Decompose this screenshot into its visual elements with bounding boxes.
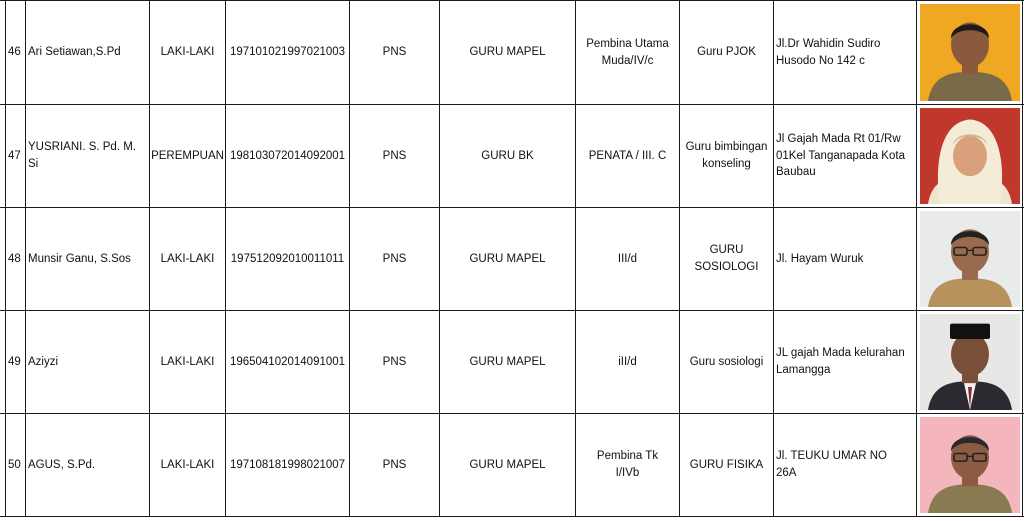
position: GURU MAPEL	[469, 458, 546, 471]
row-divider	[0, 516, 1024, 517]
teacher-photo	[920, 211, 1020, 307]
teacher-name: Munsir Ganu, S.Sos	[28, 252, 131, 265]
subject: Guru bimbingan konseling	[685, 141, 768, 170]
nip: 196504102014091001	[229, 355, 346, 368]
portrait-image	[920, 4, 1020, 101]
address: JL gajah Mada kelurahan Lamangga	[776, 347, 905, 376]
teacher-photo	[920, 314, 1020, 410]
teacher-photo	[920, 108, 1020, 204]
gender: LAKI-LAKI	[160, 252, 215, 265]
rank-grade: iII/d	[618, 355, 637, 368]
rank-grade: Pembina Utama Muda/IV/c	[586, 37, 669, 67]
teacher-photo	[920, 417, 1020, 513]
rank-grade: Pembina Tk I/IVb	[596, 450, 659, 479]
position: GURU MAPEL	[469, 355, 546, 368]
row-number: 49	[8, 355, 21, 368]
nip: 197512092010011011	[230, 252, 345, 265]
address: Jl.Dr Wahidin Sudiro Husodo No 142 c	[776, 37, 881, 67]
employment-status: PNS	[382, 149, 407, 162]
employment-status: PNS	[382, 355, 407, 368]
row-number: 48	[8, 252, 21, 265]
portrait-face	[953, 136, 987, 176]
teacher-name: Ari Setiawan,S.Pd	[28, 46, 121, 59]
subject: Guru sosiologi	[689, 355, 764, 368]
gender: LAKI-LAKI	[160, 355, 215, 368]
row-number: 50	[8, 458, 21, 471]
nip: 198103072014092001	[229, 149, 346, 162]
nip: 197101021997021003	[229, 46, 346, 59]
table-row	[0, 208, 1024, 310]
table-row	[0, 414, 1024, 516]
portrait-image	[920, 108, 1020, 204]
teacher-photo	[920, 4, 1020, 101]
portrait-image	[920, 314, 1020, 410]
address: Jl. TEUKU UMAR NO 26A	[776, 450, 887, 479]
gender: LAKI-LAKI	[160, 46, 215, 59]
teacher-name: Aziyzi	[28, 355, 59, 368]
rank-grade: PENATA / III. C	[588, 149, 667, 162]
employment-status: PNS	[382, 252, 407, 265]
portrait-peci-cap	[950, 324, 990, 339]
gender: PEREMPUAN	[151, 149, 224, 162]
rank-grade: III/d	[617, 252, 638, 265]
subject: GURU SOSIOLOGI	[694, 244, 759, 273]
portrait-image	[920, 211, 1020, 307]
table-row	[0, 311, 1024, 413]
employment-status: PNS	[382, 46, 407, 59]
subject: Guru PJOK	[697, 46, 756, 59]
gender: LAKI-LAKI	[160, 458, 215, 471]
address: Jl Gajah Mada Rt 01/Rw 01Kel Tanganapada Kota Baubau	[776, 132, 905, 179]
table-row	[0, 105, 1024, 207]
address: Jl. Hayam Wuruk	[776, 252, 864, 265]
teacher-name: AGUS, S.Pd.	[28, 458, 96, 471]
employment-status: PNS	[382, 458, 407, 471]
row-number: 47	[8, 149, 21, 162]
position: GURU MAPEL	[469, 46, 546, 59]
table-row	[0, 1, 1024, 104]
position: GURU MAPEL	[469, 252, 546, 265]
nip: 197108181998021007	[229, 458, 346, 471]
teacher-name: YUSRIANI. S. Pd. M. Si	[28, 141, 136, 170]
row-number: 46	[8, 46, 21, 59]
subject: GURU FISIKA	[689, 458, 764, 471]
portrait-image	[920, 417, 1020, 513]
position: GURU BK	[481, 149, 534, 162]
